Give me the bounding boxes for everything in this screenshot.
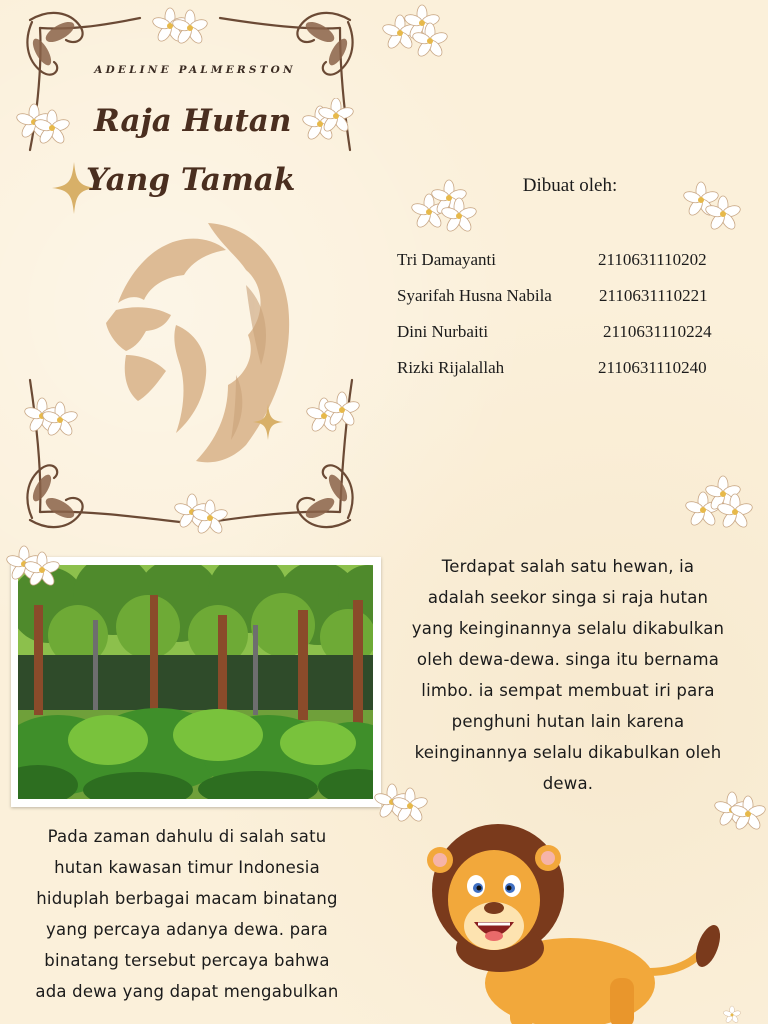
flower-icon [706, 786, 766, 834]
flower-icon [296, 98, 356, 146]
book-title-line-2: Yang Tamak [86, 162, 296, 198]
member-name: Tri Damayanti [397, 250, 497, 269]
flower-icon [302, 390, 362, 438]
story-line: limbo. ia sempat membuat iri para [421, 681, 715, 700]
forest-illustration [18, 565, 373, 799]
flower-icon [370, 776, 430, 824]
credit-row [397, 322, 747, 358]
story-line: hiduplah berbagai macam binatang [36, 889, 338, 908]
member-id: 2110631110202 [598, 250, 707, 269]
story-paragraph-left [14, 821, 360, 1007]
story-line: penghuni hutan lain karena [451, 712, 685, 731]
member-name: Rizki Rijalallah [397, 358, 505, 377]
flower-icon [672, 172, 750, 236]
sparkle-star-icon [250, 404, 286, 440]
flower-icon [375, 0, 453, 58]
story-line: keinginannya selalu dikabulkan oleh [414, 743, 722, 762]
flower-icon [10, 98, 70, 146]
credit-row [397, 286, 747, 322]
cartoon-lion [420, 818, 720, 1024]
member-name: Dini Nurbaiti [397, 322, 489, 341]
story-line: adalah seekor singa si raja hutan [427, 588, 709, 607]
credit-row [397, 358, 747, 394]
story-line: oleh dewa-dewa. singa itu bernama [416, 650, 720, 669]
flower-icon [168, 488, 228, 536]
story-line: yang percaya adanya dewa. para [46, 920, 328, 939]
flower-icon [402, 172, 480, 236]
member-id: 2110631110221 [599, 286, 708, 305]
story-line: Terdapat salah satu hewan, ia [441, 557, 695, 576]
book-title-line-1: Raja Hutan [94, 103, 292, 139]
member-name: Syarifah Husna Nabila [397, 286, 552, 305]
member-id: 2110631110240 [598, 358, 707, 377]
credit-row [397, 250, 747, 286]
story-line: yang keinginannya selalu dikabulkan [411, 619, 725, 638]
story-line: dewa. [542, 774, 594, 793]
credits-heading: Dibuat oleh: [522, 175, 618, 196]
flower-icon [676, 468, 754, 532]
story-line: ada dewa yang dapat mengabulkan [35, 982, 339, 1001]
story-line: Pada zaman dahulu di salah satu [47, 827, 327, 846]
flower-icon [150, 2, 210, 50]
author-name: ADELINE PALMERSTON [94, 64, 296, 76]
story-line: hutan kawasan timur Indonesia [54, 858, 320, 877]
story-paragraph-right [398, 551, 738, 799]
story-line: binatang tersebut percaya bahwa [44, 951, 330, 970]
forest-picture-frame [11, 557, 381, 807]
credits-list [397, 250, 747, 394]
member-id: 2110631110224 [603, 322, 712, 341]
flower-icon [700, 1000, 760, 1024]
flower-icon [18, 392, 78, 440]
flower-icon [0, 540, 60, 588]
